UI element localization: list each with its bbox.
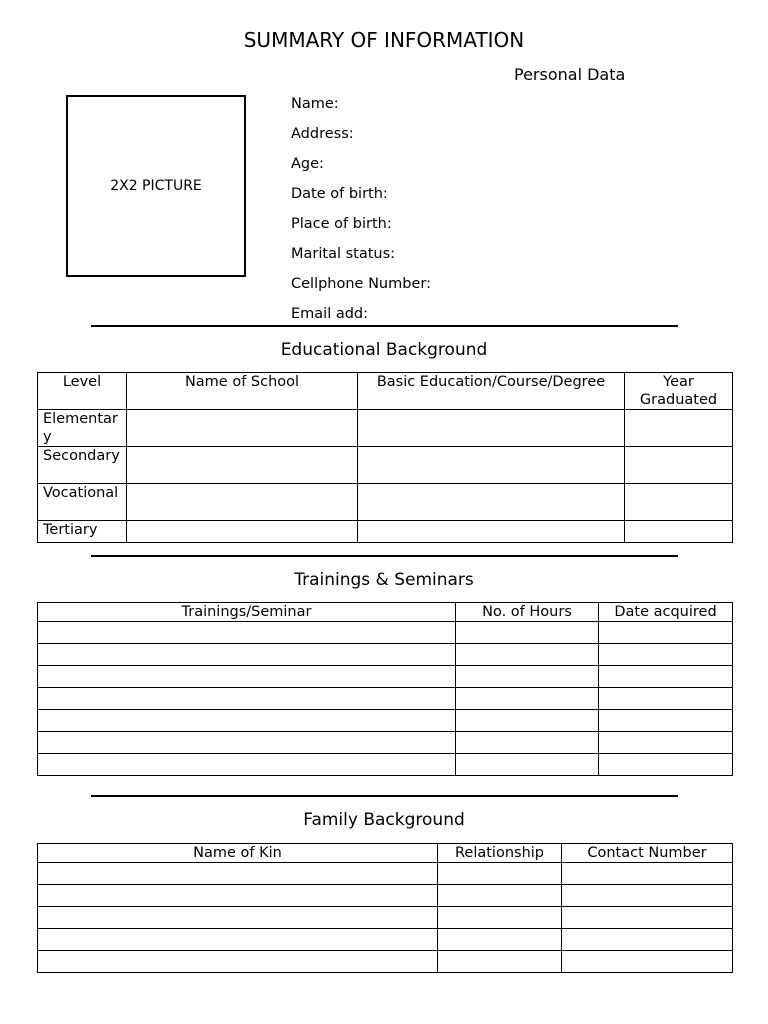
column-header: Basic Education/Course/Degree (358, 373, 625, 410)
table-cell[interactable] (456, 688, 599, 710)
table-cell[interactable] (456, 666, 599, 688)
table-row (38, 622, 733, 644)
table-row (38, 885, 733, 907)
level-cell: Tertiary (38, 521, 127, 543)
table-cell[interactable] (358, 484, 625, 521)
table-cell[interactable] (38, 710, 456, 732)
table-cell[interactable] (38, 644, 456, 666)
table-row (38, 484, 733, 521)
table-row (38, 410, 733, 447)
table-cell[interactable] (358, 447, 625, 484)
personal-data-heading: Personal Data (514, 65, 626, 84)
column-header: No. of Hours (456, 603, 599, 622)
table-row (38, 666, 733, 688)
table-cell[interactable] (599, 622, 733, 644)
column-header: Relationship (438, 844, 562, 863)
level-cell: Elementary (38, 410, 127, 447)
table-row (38, 754, 733, 776)
level-cell: Vocational (38, 484, 127, 521)
field-email: Email add: (291, 306, 369, 322)
table-cell[interactable] (38, 929, 438, 951)
table-cell[interactable] (127, 484, 358, 521)
field-age: Age: (291, 156, 324, 172)
field-place-of-birth: Place of birth: (291, 216, 392, 232)
table-row (38, 732, 733, 754)
table-cell[interactable] (438, 885, 562, 907)
column-header: Contact Number (562, 844, 733, 863)
table-cell[interactable] (438, 951, 562, 973)
column-header: Year Graduated (625, 373, 733, 410)
table-cell[interactable] (562, 951, 733, 973)
table-row (38, 688, 733, 710)
table-row (38, 644, 733, 666)
table-row (38, 521, 733, 543)
table-cell[interactable] (625, 521, 733, 543)
table-cell[interactable] (625, 410, 733, 447)
table-cell[interactable] (127, 447, 358, 484)
photo-label: 2X2 PICTURE (110, 178, 202, 194)
table-cell[interactable] (599, 732, 733, 754)
table-cell[interactable] (38, 907, 438, 929)
table-cell[interactable] (38, 951, 438, 973)
level-cell: Secondary (38, 447, 127, 484)
trainings-table (37, 602, 733, 776)
table-row (38, 710, 733, 732)
table-cell[interactable] (562, 929, 733, 951)
table-cell[interactable] (358, 410, 625, 447)
page-title: SUMMARY OF INFORMATION (243, 28, 525, 52)
divider-rule (91, 795, 678, 797)
table-cell[interactable] (456, 732, 599, 754)
table-cell[interactable] (625, 484, 733, 521)
table-header-row (38, 603, 733, 622)
table-cell[interactable] (38, 688, 456, 710)
table-row (38, 863, 733, 885)
table-cell[interactable] (438, 863, 562, 885)
table-header-row (38, 844, 733, 863)
table-cell[interactable] (438, 929, 562, 951)
table-cell[interactable] (599, 754, 733, 776)
table-cell[interactable] (38, 666, 456, 688)
table-cell[interactable] (562, 885, 733, 907)
divider-rule (91, 325, 678, 327)
table-cell[interactable] (599, 666, 733, 688)
photo-placeholder (66, 95, 246, 277)
table-cell[interactable] (625, 447, 733, 484)
field-cellphone: Cellphone Number: (291, 276, 431, 292)
education-heading: Educational Background (280, 340, 488, 360)
table-cell[interactable] (599, 688, 733, 710)
table-cell[interactable] (599, 644, 733, 666)
table-cell[interactable] (438, 907, 562, 929)
column-header: Level (38, 373, 127, 410)
table-row (38, 447, 733, 484)
table-cell[interactable] (456, 622, 599, 644)
education-table (37, 372, 733, 543)
table-cell[interactable] (38, 732, 456, 754)
family-heading: Family Background (303, 810, 465, 830)
field-marital-status: Marital status: (291, 246, 396, 262)
table-row (38, 907, 733, 929)
table-cell[interactable] (599, 710, 733, 732)
column-header: Name of School (127, 373, 358, 410)
table-header-row (38, 373, 733, 410)
table-cell[interactable] (456, 644, 599, 666)
field-date-of-birth: Date of birth: (291, 186, 388, 202)
field-name: Name: (291, 96, 339, 112)
table-cell[interactable] (456, 710, 599, 732)
family-table (37, 843, 733, 973)
table-cell[interactable] (38, 885, 438, 907)
table-cell[interactable] (358, 521, 625, 543)
table-cell[interactable] (562, 863, 733, 885)
column-header: Date acquired (599, 603, 733, 622)
divider-rule (91, 555, 678, 557)
column-header: Trainings/Seminar (38, 603, 456, 622)
table-cell[interactable] (562, 907, 733, 929)
table-row (38, 929, 733, 951)
table-cell[interactable] (38, 863, 438, 885)
trainings-heading: Trainings & Seminars (294, 570, 474, 590)
table-cell[interactable] (38, 754, 456, 776)
column-header: Name of Kin (38, 844, 438, 863)
table-cell[interactable] (127, 410, 358, 447)
table-cell[interactable] (456, 754, 599, 776)
field-address: Address: (291, 126, 354, 142)
table-cell[interactable] (127, 521, 358, 543)
table-cell[interactable] (38, 622, 456, 644)
table-row (38, 951, 733, 973)
